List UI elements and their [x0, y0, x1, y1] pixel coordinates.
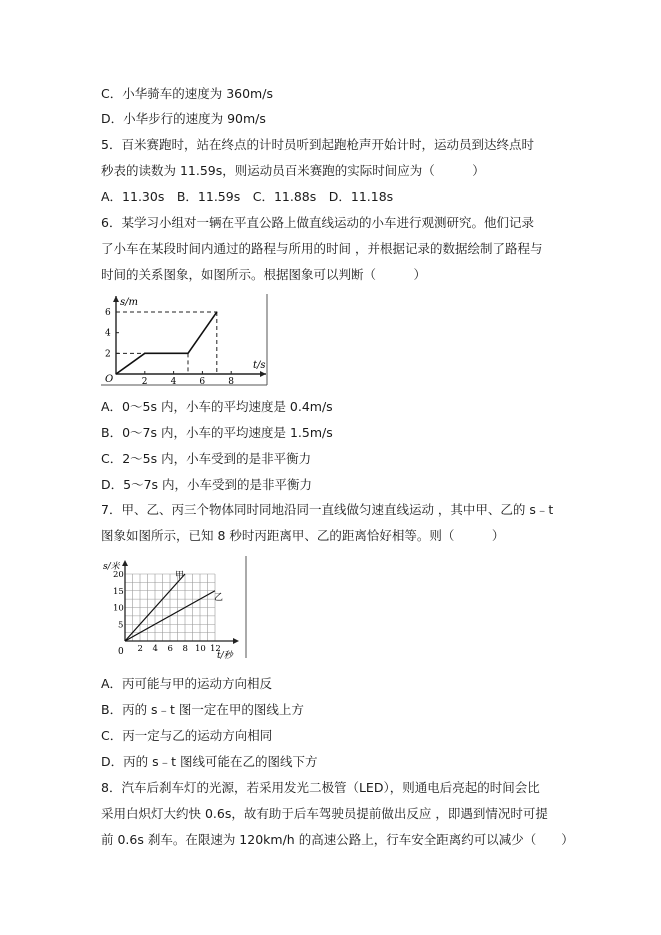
x-axis-arrow-icon — [233, 638, 239, 644]
x-tick-label: 10 — [195, 644, 206, 654]
data-point — [144, 353, 145, 354]
question-7-option-a: A．丙可能与甲的运动方向相反 — [101, 676, 273, 691]
question-6-line3: 时间的关系图象，如图所示。根据图象可以判断（ ） — [101, 267, 427, 282]
data-point — [115, 373, 116, 374]
y-tick-label: 15 — [113, 586, 124, 597]
y-tick-label: 20 — [113, 570, 124, 580]
x-tick-label: 4 — [152, 644, 158, 654]
question-6-option-b: B．0～7s 内，小车的平均速度是 1.5m/s — [101, 425, 333, 440]
x-tick-label: 8 — [182, 644, 188, 654]
guide-lines — [116, 312, 217, 374]
y-ticks — [113, 570, 124, 630]
series-label-yi: 乙 — [214, 593, 224, 603]
data-point — [216, 311, 217, 312]
figure-cart-st-graph — [101, 292, 273, 387]
cart-st-graph-svg — [101, 292, 273, 387]
x-tick-label: 4 — [170, 377, 177, 387]
x-axis-label: t/s — [253, 360, 266, 371]
series-line — [115, 311, 217, 374]
question-6-option-c: C．2～5s 内，小车受到的是非平衡力 — [101, 451, 312, 466]
y-axis-label: s/米 — [103, 562, 120, 572]
data-point — [187, 353, 188, 354]
y-tick-label: 4 — [105, 328, 111, 339]
option-5c-prev: C．小华骑车的速度为 360m/s — [101, 86, 273, 101]
jia-yi-st-graph-svg — [101, 554, 253, 666]
x-tick-label: 8 — [228, 377, 234, 387]
x-axis-label: t/秒 — [217, 651, 233, 661]
y-axis-label: s/m — [120, 297, 138, 308]
origin-label: O — [105, 374, 114, 385]
origin-label: 0 — [118, 647, 124, 657]
x-ticks — [138, 644, 221, 654]
question-6-line2: 了小车在某段时间内通过的路程与所用的时间 ，并根据记录的数据绘制了路程与 — [101, 241, 543, 256]
y-tick-label: 10 — [113, 603, 124, 614]
question-5-options: A．11.30s B．11.59s C．11.88s D．11.18s — [101, 189, 394, 204]
grid — [125, 574, 215, 641]
question-8-line3: 前 0.6s 刹车。在限速为 120km/h 的高速公路上，行车安全距离约可以减少（ ） — [101, 832, 574, 847]
x-tick-label: 2 — [137, 644, 143, 654]
y-axis-arrow-icon — [122, 560, 128, 566]
question-7-line1: 7．甲、乙、丙三个物体同时同地沿同一直线做匀速直线运动 ，其中甲、乙的 s﹣t — [101, 502, 554, 517]
question-7-option-b: B．丙的 s﹣t 图一定在甲的图线上方 — [101, 702, 304, 717]
question-5-line1: 5．百米赛跑时，站在终点的计时员听到起跑枪声开始计时，运动员到达终点时 — [101, 137, 534, 152]
question-7-line2: 图象如图所示，已知 8 秒时丙距离甲、乙的距离恰好相等。则（ ） — [101, 528, 505, 543]
y-axis-arrow-icon — [113, 296, 119, 302]
y-tick-label: 5 — [118, 620, 124, 631]
x-tick-label: 12 — [210, 644, 221, 654]
series-polyline — [116, 312, 217, 374]
option-5d-prev: D．小华步行的速度为 90m/s — [101, 111, 266, 126]
question-5-line2: 秒表的读数为 11.59s，则运动员百米赛跑的实际时间应为（ ） — [101, 163, 485, 178]
question-8-line2: 采用白炽灯大约快 0.6s，故有助于后车驾驶员提前做出反应 ，即遇到情况时可提 — [101, 806, 548, 821]
question-7-option-c: C．丙一定与乙的运动方向相同 — [101, 728, 273, 743]
y-tick-label: 6 — [105, 308, 111, 319]
question-8-line1: 8．汽车后刹车灯的光源，若采用发光二极管（LED），则通电后亮起的时间会比 — [101, 780, 540, 795]
y-tick-label: 2 — [105, 349, 111, 360]
figure-jia-yi-st-graph — [101, 554, 253, 666]
x-tick-label: 2 — [141, 377, 148, 387]
question-6-line1: 6．某学习小组对一辆在平直公路上做直线运动的小车进行观测研究。他们记录 — [101, 215, 534, 230]
x-tick-label: 6 — [199, 377, 206, 387]
series-label-jia: 甲 — [175, 571, 185, 581]
question-7-option-d: D．丙的 s﹣t 图线可能在乙的图线下方 — [101, 754, 318, 769]
y-ticks — [105, 308, 119, 359]
question-6-option-d: D．5～7s 内，小车受到的是非平衡力 — [101, 477, 313, 492]
x-tick-label: 6 — [167, 644, 173, 654]
x-axis-arrow-icon — [260, 371, 266, 377]
question-6-option-a: A．0～5s 内，小车的平均速度是 0.4m/s — [101, 399, 333, 414]
